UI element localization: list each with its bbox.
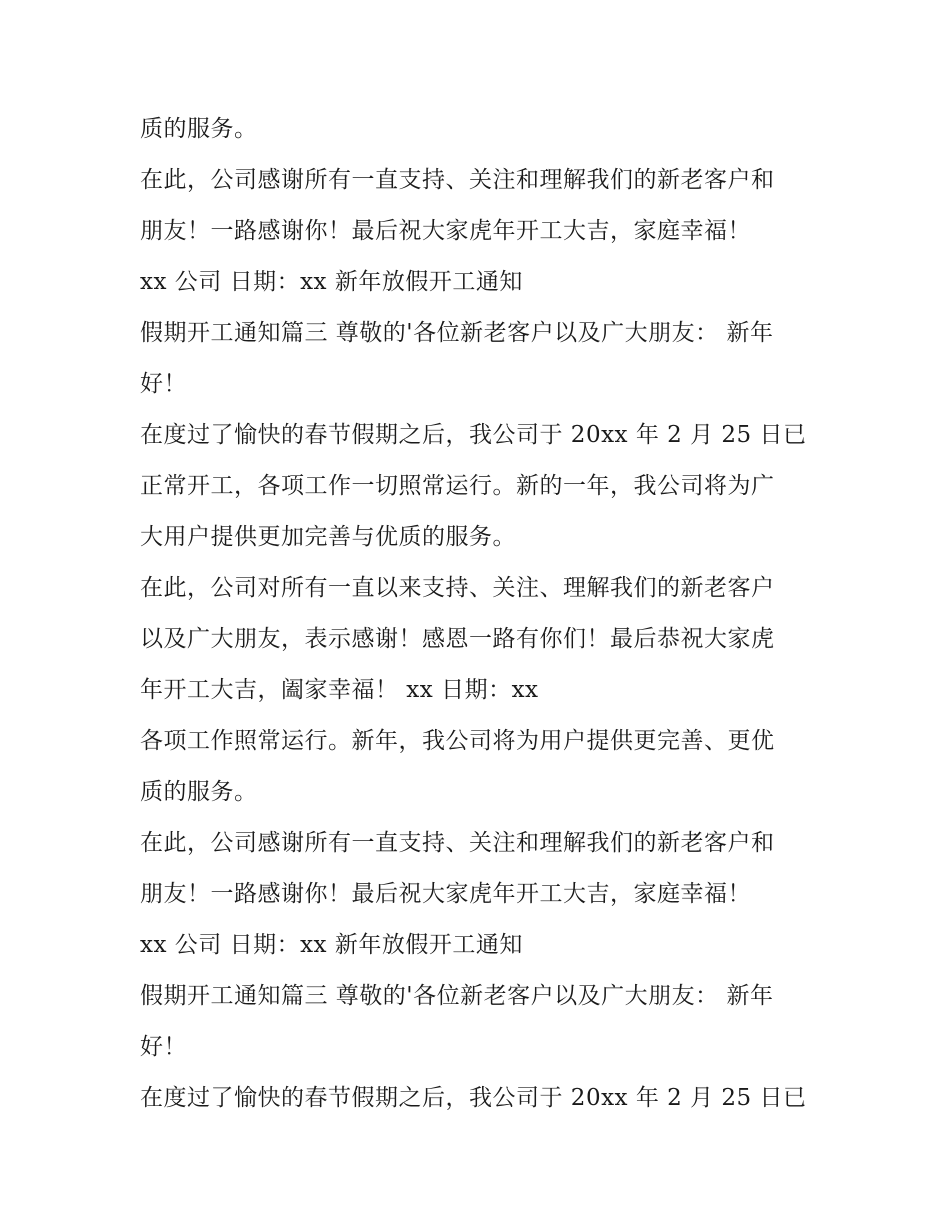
text-line: xx 公司 日期：xx 新年放假开工通知: [140, 932, 523, 958]
text-line: 质的服务。: [140, 116, 258, 142]
text-line: 正常开工，各项工作一切照常运行。新的一年，我公司将为广: [140, 473, 775, 499]
text-line: 好！: [140, 1034, 187, 1060]
text-line: 年开工大吉，阖家幸福！ xx 日期：xx: [140, 677, 539, 703]
text-line: 在度过了愉快的春节假期之后，我公司于 20xx 年 2 月 25 日已: [140, 422, 807, 448]
text-line: 假期开工通知篇三 尊敬的'各位新老客户以及广大朋友： 新年: [140, 320, 774, 346]
text-line: 好！: [140, 371, 187, 397]
text-line: 在此，公司对所有一直以来支持、关注、理解我们的新老客户: [140, 575, 775, 601]
text-line: 在此，公司感谢所有一直支持、关注和理解我们的新老客户和: [140, 830, 775, 856]
text-line: 在度过了愉快的春节假期之后，我公司于 20xx 年 2 月 25 日已: [140, 1085, 807, 1111]
text-line: 大用户提供更加完善与优质的服务。: [140, 524, 516, 550]
text-line: 质的服务。: [140, 779, 258, 805]
text-line: 各项工作照常运行。新年，我公司将为用户提供更完善、更优: [140, 728, 775, 754]
text-line: 假期开工通知篇三 尊敬的'各位新老客户以及广大朋友： 新年: [140, 983, 774, 1009]
text-line: 在此，公司感谢所有一直支持、关注和理解我们的新老客户和: [140, 167, 775, 193]
text-line: xx 公司 日期：xx 新年放假开工通知: [140, 269, 523, 295]
text-line: 朋友！一路感谢你！最后祝大家虎年开工大吉，家庭幸福！: [140, 881, 751, 907]
text-line: 以及广大朋友，表示感谢！感恩一路有你们！最后恭祝大家虎: [140, 626, 775, 652]
text-line: 朋友！一路感谢你！最后祝大家虎年开工大吉，家庭幸福！: [140, 218, 751, 244]
